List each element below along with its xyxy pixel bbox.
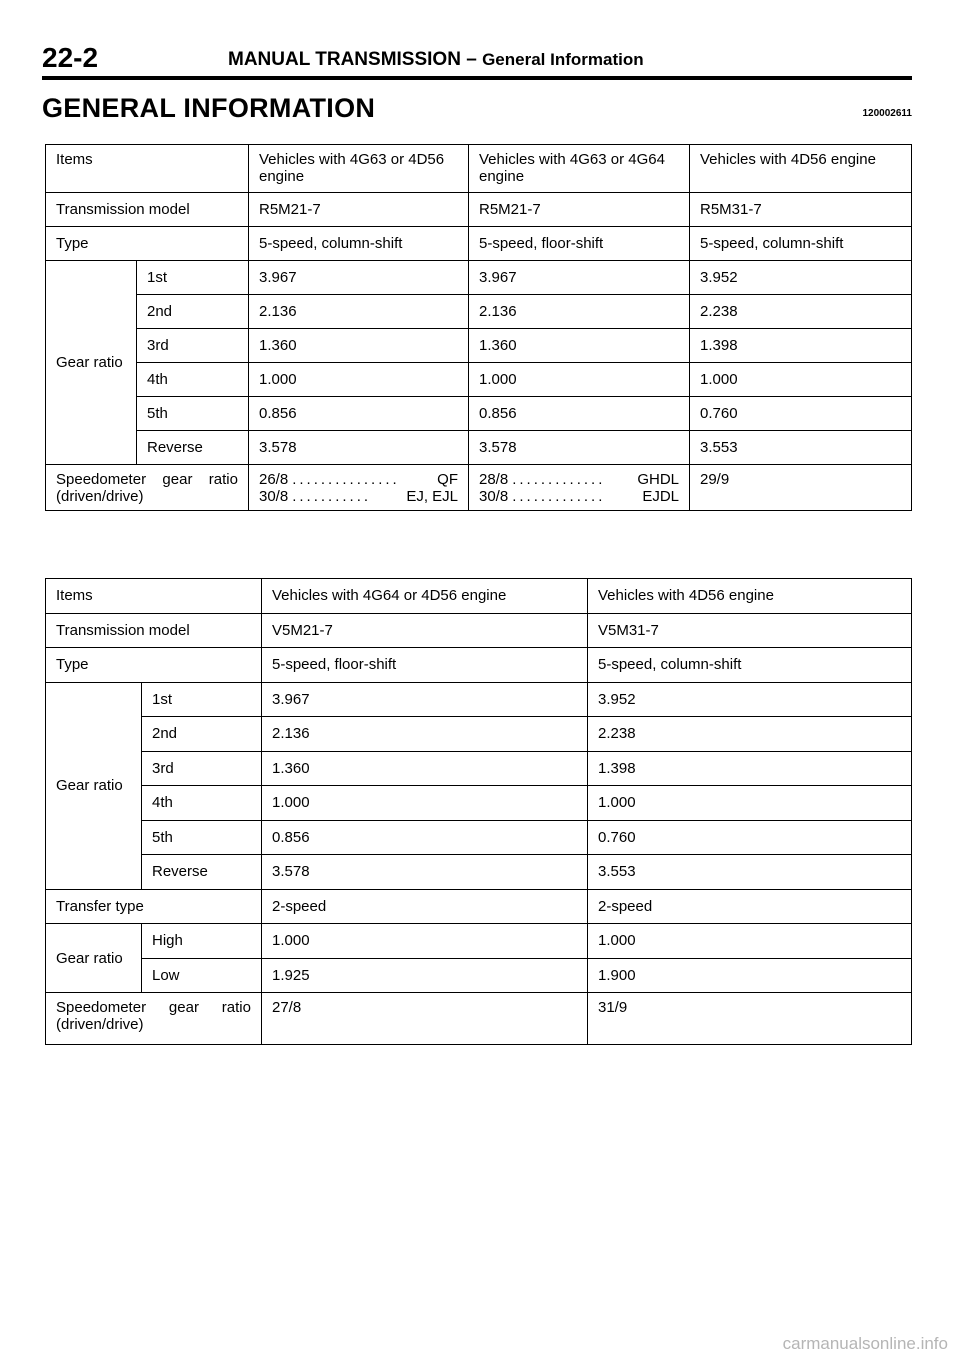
table-row xyxy=(46,786,912,821)
table-cell: 2.136 xyxy=(262,717,588,752)
table-cell: 1.000 xyxy=(262,786,588,821)
items-header: Items xyxy=(46,145,249,193)
gear-label: 2nd xyxy=(137,295,249,329)
row-label: Type xyxy=(46,648,262,683)
table-row xyxy=(46,993,912,1045)
table-row xyxy=(46,717,912,752)
page-heading xyxy=(228,46,644,74)
table-cell: 2.238 xyxy=(690,295,912,329)
table-cell: 3.967 xyxy=(249,261,469,295)
gear-label: 5th xyxy=(137,397,249,431)
gear-label: 5th xyxy=(142,820,262,855)
table-cell: 2-speed xyxy=(262,889,588,924)
table-cell: 27/8 xyxy=(262,993,588,1045)
table-cell: 0.856 xyxy=(249,397,469,431)
gear-label: 3rd xyxy=(142,751,262,786)
table-cell: 1.900 xyxy=(588,958,912,993)
gear-label: 4th xyxy=(142,786,262,821)
heading-separator: – xyxy=(466,49,477,70)
table-cell: 3.952 xyxy=(588,682,912,717)
table-row xyxy=(46,579,912,614)
table-cell xyxy=(249,465,469,511)
table-row xyxy=(46,431,912,465)
chapter-subtitle: General Information xyxy=(482,50,644,69)
table-cell: 5-speed, column-shift xyxy=(249,227,469,261)
gear-label: 3rd xyxy=(137,329,249,363)
speedometer-label xyxy=(46,465,249,511)
row-label: Transmission model xyxy=(46,193,249,227)
gear-label: Reverse xyxy=(142,855,262,890)
leader-dots: ............... xyxy=(292,471,400,488)
table-cell: 1.000 xyxy=(588,786,912,821)
gear-label: Low xyxy=(142,958,262,993)
gear-label: High xyxy=(142,924,262,959)
speedometer-label-line1: Speedometer gear ratio xyxy=(56,471,238,488)
table-row xyxy=(46,648,912,683)
table-row xyxy=(46,958,912,993)
transfer-gear-ratio-label: Gear ratio xyxy=(46,924,142,993)
table-cell: 1.360 xyxy=(469,329,690,363)
table-cell: 2.238 xyxy=(588,717,912,752)
table-cell: V5M21-7 xyxy=(262,613,588,648)
table-cell: 5-speed, floor-shift xyxy=(469,227,690,261)
speedometer-label-line2: (driven/drive) xyxy=(56,1016,144,1033)
speedometer-code: QF xyxy=(437,471,458,488)
table-cell: 3.578 xyxy=(262,855,588,890)
chapter-title: MANUAL TRANSMISSION xyxy=(228,49,461,70)
page-header xyxy=(42,40,912,80)
table-row xyxy=(46,227,912,261)
section-title: GENERAL INFORMATION xyxy=(42,93,376,123)
table-row xyxy=(46,465,912,511)
speedometer-ratio: 30/8 xyxy=(259,488,289,505)
column-header: Vehicles with 4G63 or 4D56 engine xyxy=(249,145,469,193)
column-header: Vehicles with 4D56 engine xyxy=(690,145,912,193)
spec-table-r5m xyxy=(45,144,912,511)
table-row xyxy=(46,145,912,193)
table-cell: 2.136 xyxy=(469,295,690,329)
table-cell: 3.553 xyxy=(690,431,912,465)
table-row xyxy=(46,363,912,397)
table-cell: 3.952 xyxy=(690,261,912,295)
table-cell: 0.760 xyxy=(588,820,912,855)
items-header: Items xyxy=(46,579,262,614)
gear-ratio-label: Gear ratio xyxy=(46,261,137,465)
gear-ratio-label: Gear ratio xyxy=(46,682,142,889)
leader-dots: ............. xyxy=(512,488,606,505)
table-cell: R5M31-7 xyxy=(690,193,912,227)
table-cell: 3.553 xyxy=(588,855,912,890)
speedometer-entry xyxy=(479,471,679,488)
speedometer-code: GHDL xyxy=(637,471,679,488)
table-cell: 3.967 xyxy=(262,682,588,717)
table-row xyxy=(46,329,912,363)
table-row xyxy=(46,924,912,959)
table-row xyxy=(46,295,912,329)
table-row xyxy=(46,751,912,786)
speedometer-entry xyxy=(259,488,458,505)
gear-label: 1st xyxy=(137,261,249,295)
row-label: Transfer type xyxy=(46,889,262,924)
table-row xyxy=(46,682,912,717)
table-cell xyxy=(469,465,690,511)
table-cell: 1.000 xyxy=(469,363,690,397)
table-cell: 31/9 xyxy=(588,993,912,1045)
speedometer-ratio: 28/8 xyxy=(479,471,509,488)
speedometer-label-line1: Speedometer gear ratio xyxy=(56,999,251,1016)
leader-dots: ........... xyxy=(292,488,372,505)
table-cell: 29/9 xyxy=(690,465,912,511)
table-cell: 1.398 xyxy=(690,329,912,363)
table-row xyxy=(46,193,912,227)
table-cell: 1.000 xyxy=(249,363,469,397)
table-row xyxy=(46,889,912,924)
table-row xyxy=(46,261,912,295)
table-cell: R5M21-7 xyxy=(249,193,469,227)
table-cell: V5M31-7 xyxy=(588,613,912,648)
table-cell: 2.136 xyxy=(249,295,469,329)
table-row xyxy=(46,397,912,431)
table-cell: 3.967 xyxy=(469,261,690,295)
speedometer-entry xyxy=(479,488,679,505)
table-cell: 1.000 xyxy=(588,924,912,959)
speedometer-code: EJDL xyxy=(642,488,679,505)
speedometer-label-line2: (driven/drive) xyxy=(56,488,144,505)
gear-label: 4th xyxy=(137,363,249,397)
page-number: 22-2 xyxy=(42,42,99,73)
table-cell: 3.578 xyxy=(469,431,690,465)
column-header: Vehicles with 4D56 engine xyxy=(588,579,912,614)
leader-dots: ............. xyxy=(512,471,606,488)
table-cell: 1.000 xyxy=(690,363,912,397)
spec-table-v5m xyxy=(45,578,912,1045)
row-label: Transmission model xyxy=(46,613,262,648)
watermark: carmanualsonline.info xyxy=(782,1334,948,1353)
speedometer-label xyxy=(46,993,262,1045)
table-cell: 5-speed, floor-shift xyxy=(262,648,588,683)
column-header: Vehicles with 4G64 or 4D56 engine xyxy=(262,579,588,614)
table-cell: 1.000 xyxy=(262,924,588,959)
speedometer-code: EJ, EJL xyxy=(406,488,458,505)
column-header: Vehicles with 4G63 or 4G64 engine xyxy=(469,145,690,193)
table-row xyxy=(46,855,912,890)
gear-label: Reverse xyxy=(137,431,249,465)
gear-label: 2nd xyxy=(142,717,262,752)
speedometer-ratio: 30/8 xyxy=(479,488,509,505)
table-cell: 3.578 xyxy=(249,431,469,465)
speedometer-entry xyxy=(259,471,458,488)
table-cell: 0.760 xyxy=(690,397,912,431)
document-code: 120002611 xyxy=(862,108,912,119)
table-cell: 2-speed xyxy=(588,889,912,924)
table-row xyxy=(46,613,912,648)
table-row xyxy=(46,820,912,855)
gear-label: 1st xyxy=(142,682,262,717)
table-cell: 1.925 xyxy=(262,958,588,993)
table-cell: 0.856 xyxy=(262,820,588,855)
table-cell: 1.360 xyxy=(262,751,588,786)
table-cell: 1.360 xyxy=(249,329,469,363)
row-label: Type xyxy=(46,227,249,261)
speedometer-ratio: 26/8 xyxy=(259,471,289,488)
table-cell: 5-speed, column-shift xyxy=(588,648,912,683)
table-cell: 1.398 xyxy=(588,751,912,786)
table-cell: 5-speed, column-shift xyxy=(690,227,912,261)
table-cell: R5M21-7 xyxy=(469,193,690,227)
table-cell: 0.856 xyxy=(469,397,690,431)
